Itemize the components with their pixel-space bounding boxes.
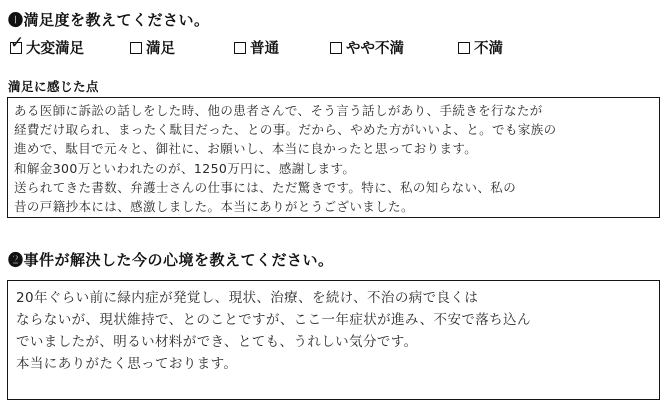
handwritten-line: でいましたが、明るい材料ができ、とても、うれしい気分です。 <box>16 334 418 350</box>
handwritten-line: ある医師に訴訟の話しをした時、他の患者さんで、そう言う話しがあり、手続きを行なたが <box>14 103 543 118</box>
checkbox-label: 不満 <box>474 41 503 57</box>
checkbox-icon[interactable] <box>10 32 25 54</box>
checkbox-label: 満足 <box>146 41 175 57</box>
handwritten-line: 和解金300万といわれたのが、1250万円に、感謝します。 <box>14 160 356 176</box>
handwritten-line: ならないが、現状維持で、とのことですが、ここ一年症状が進み、不安で落ち込ん <box>16 312 531 328</box>
satisfaction-points-label: 満足に感じた点 <box>8 80 100 94</box>
checkbox-icon[interactable] <box>330 42 342 54</box>
checkbox-label: 大変満足 <box>26 41 84 57</box>
handwritten-line: 本当にありがたく思っております。 <box>16 356 238 372</box>
checkbox-option-neutral[interactable] <box>234 37 279 58</box>
satisfaction-answer-box[interactable] <box>7 97 660 218</box>
check-icon: ✓ <box>10 32 25 53</box>
checkbox-icon[interactable] <box>458 42 470 54</box>
question1-title: ❶満足度を教えてください。 <box>8 13 210 29</box>
checkbox-option-very-satisfied[interactable] <box>10 32 84 58</box>
handwritten-line: 昔の戸籍抄本には、感激しました。本当にありがとうございました。 <box>14 199 414 215</box>
checkbox-option-satisfied[interactable] <box>130 37 175 58</box>
checkbox-icon[interactable] <box>130 42 142 54</box>
handwritten-line: 進めで、駄目で元々と、御社に、お願いし、本当に良かったと思っております。 <box>14 141 478 157</box>
checkbox-label: 普通 <box>250 41 279 57</box>
checkbox-option-somewhat-dissatisfied[interactable] <box>330 37 404 58</box>
handwritten-line: 送られてきた書数、弁護士さんの仕事には、ただ驚きです。特に、私の知らない、私の <box>14 179 517 195</box>
question2-title: ❷事件が解決した今の心境を教えてください。 <box>8 253 334 269</box>
current-feelings-answer-box[interactable] <box>7 280 660 400</box>
handwritten-line: 20年ぐらい前に緑内症が発覚し、現状、治療、を続け、不治の病で良くは <box>16 290 479 306</box>
checkbox-option-dissatisfied[interactable] <box>458 37 503 58</box>
checkbox-label: やや不満 <box>346 41 404 57</box>
checkbox-icon[interactable] <box>234 42 246 54</box>
handwritten-line: 経費だけ取られ、まったく駄目だった、との事。だから、やめた方がいいよ、と。でも家族の <box>14 122 557 138</box>
